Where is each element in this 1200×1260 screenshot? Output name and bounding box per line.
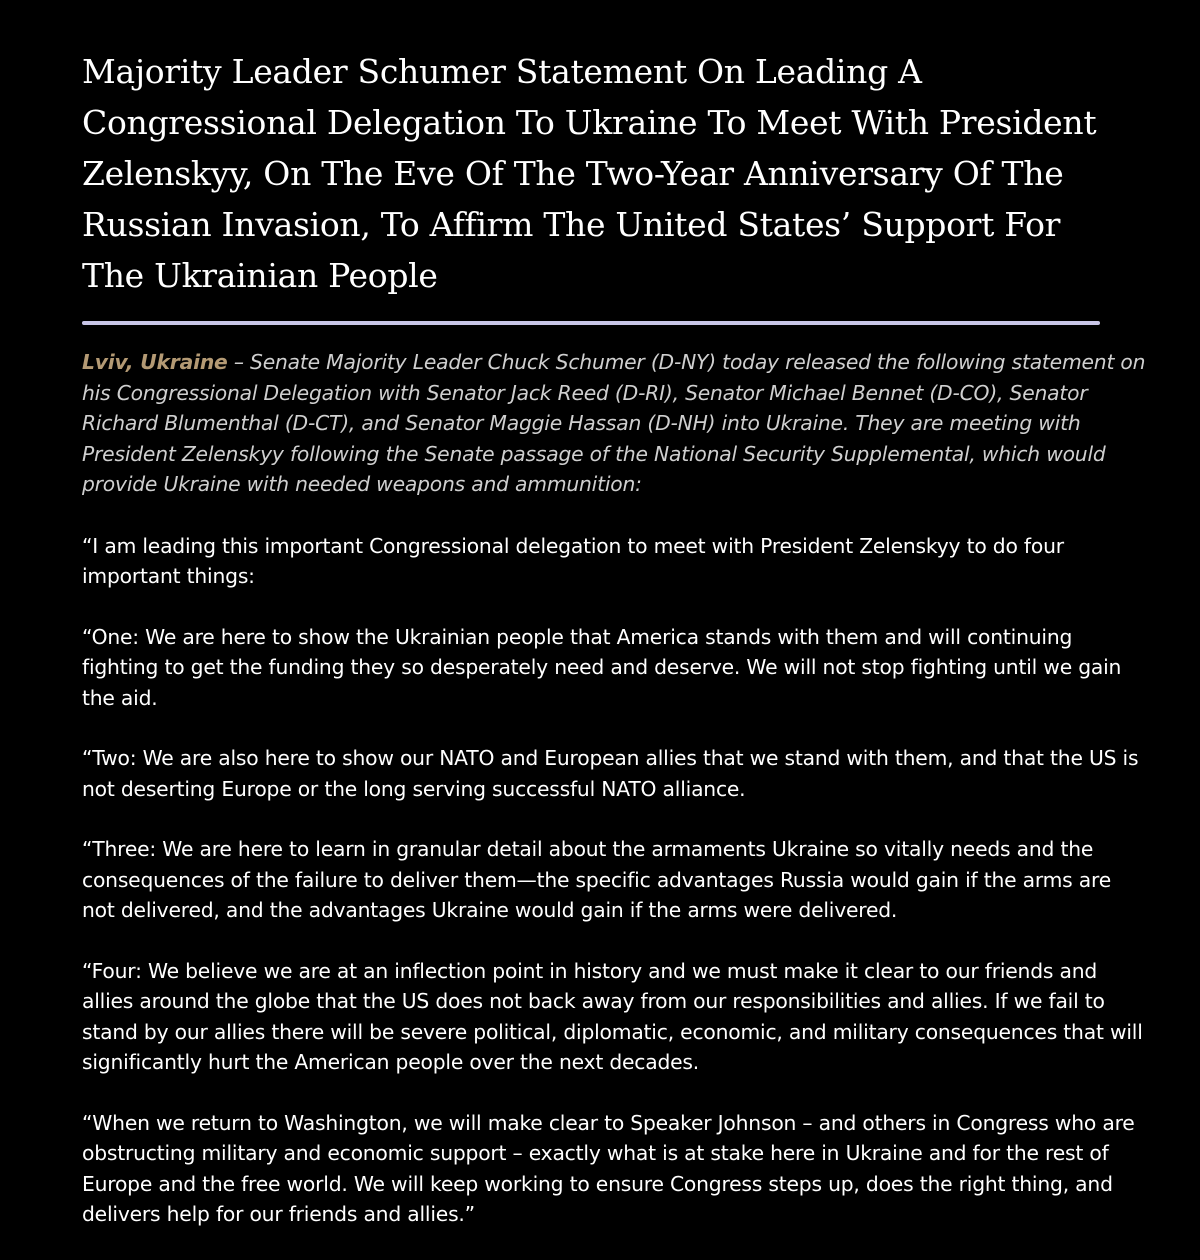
quote-paragraph-three: “Three: We are here to learn in granular detail about the armaments Ukraine so vitally needs and the consequences of the failure to deliver them—the specific advantages Russia would gain if the arms are not delivered, and the advantages Ukraine would gain if the arms were delivered. [82, 837, 1111, 922]
quote-paragraph-two: “Two: We are also here to show our NATO and European allies that we stand with them, and that the US is not deserting Europe or the long serving successful NATO alliance. [82, 746, 1139, 801]
statement-title: Majority Leader Schumer Statement On Leading A Congressional Delegation To Ukraine To Meet With President Zelenskyy, On The Eve Of The Two-Year Anniversary Of The Russian Invasion, To Affirm The United States’ Support For The Ukrainian People [82, 52, 1097, 295]
quote-paragraph-closing: “When we return to Washington, we will make clear to Speaker Johnson – and others in Congress who are obstructing military and economic support – exactly what is at stake here in Ukraine and for the rest of Europe and the free world. We will keep working to ensure Congress steps up, does the right thing, and delivers help for our friends and allies.” [82, 1110, 1135, 1226]
quote-paragraph-four: “Four: We believe we are at an inflection point in history and we must make it clear to our friends and allies around the globe that the US does not back away from our responsibilities and allies. If we fail to stand by our allies there will be severe political, diplomatic, economic, and military consequences that will significantly hurt the American people over the next decades. [82, 958, 1143, 1074]
dateline: Lviv, Ukraine [82, 350, 228, 374]
quote-paragraph-one: “One: We are here to show the Ukrainian people that America stands with them and will continuing fighting to get the funding they so desperately need and deserve. We will not stop fighting until we gain the aid. [82, 624, 1122, 710]
intro-text: – Senate Majority Leader Chuck Schumer (D-NY) today released the following statement on his Congressional Delegation with Senator Jack Reed (D-RI), Senator Michael Bennet (D-CO), Senator Richard Blumenthal (D-CT), and Senator Maggie Hassan (D-NH) into Ukraine. They are meeting with President Zelenskyy following the Senate passage of the National Security Supplemental, which would provide Ukraine with needed weapons and ammunition: [82, 350, 1146, 496]
intro-paragraph [82, 347, 1148, 500]
statement-document [82, 46, 1148, 1260]
quote-paragraph-opening: “I am leading this important Congressional delegation to meet with President Zelenskyy to do four important things: [82, 533, 1064, 588]
title-divider [82, 321, 1100, 325]
